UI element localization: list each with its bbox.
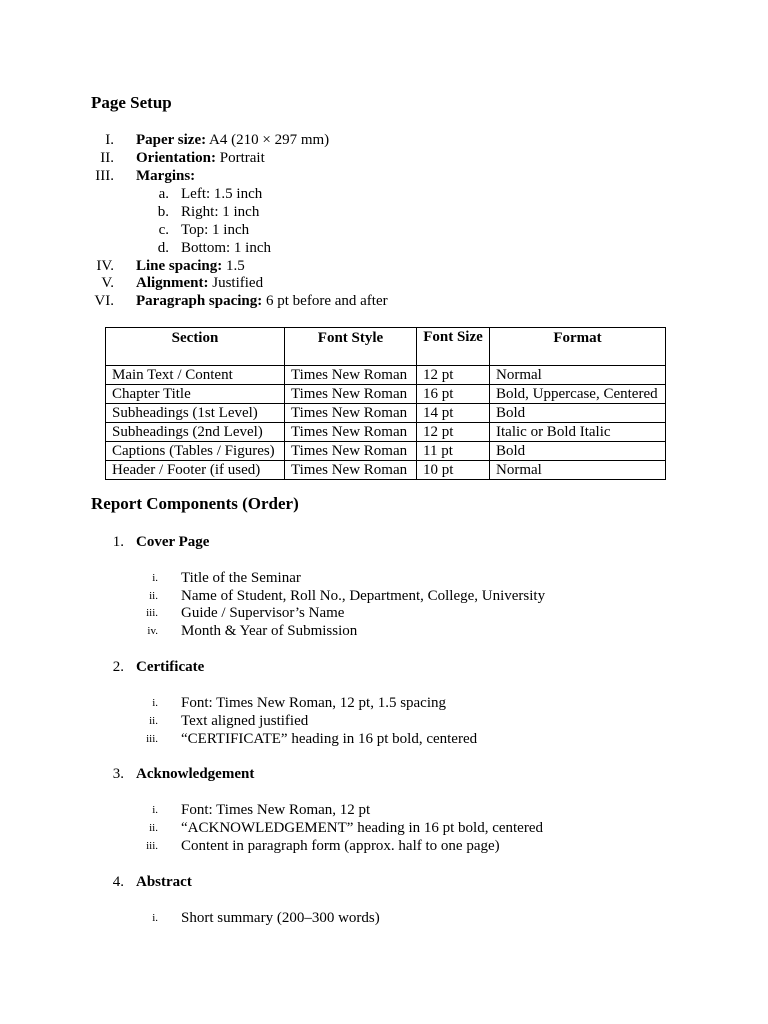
setup-label: Paper size: (136, 132, 207, 148)
table-cell: Normal (490, 461, 666, 480)
table-row (106, 442, 666, 461)
table-cell: 11 pt (417, 442, 490, 461)
component-certificate (0, 658, 768, 676)
margin-item-top (0, 221, 768, 239)
list-item (0, 622, 768, 640)
setup-item-orientation (0, 149, 768, 167)
list-item (0, 837, 768, 855)
list-item (0, 819, 768, 837)
table-row (106, 423, 666, 442)
list-text: Guide / Supervisor’s Name (181, 605, 345, 621)
column-header-section: Section (106, 328, 285, 366)
table-cell: Header / Footer (if used) (106, 461, 285, 480)
margin-item-bottom (0, 239, 768, 257)
list-text: Font: Times New Roman, 12 pt, 1.5 spacing (181, 695, 447, 711)
table-cell: Subheadings (1st Level) (106, 404, 285, 423)
list-letter: c. (158, 222, 169, 238)
setup-item-margins (0, 167, 768, 185)
table-cell: Bold (490, 442, 666, 461)
list-item (0, 587, 768, 605)
setup-label: Paragraph spacing: (136, 293, 263, 309)
table-cell: 14 pt (417, 404, 490, 423)
report-components-heading: Report Components (Order) (91, 494, 299, 513)
list-item (0, 801, 768, 819)
list-item (0, 604, 768, 622)
list-number: i. (152, 804, 158, 816)
table-cell: Captions (Tables / Figures) (106, 442, 285, 461)
table-cell: Times New Roman (285, 404, 417, 423)
table-cell: 12 pt (417, 423, 490, 442)
table-row (106, 366, 666, 385)
list-text: Name of Student, Roll No., Department, College, University (181, 588, 546, 604)
margin-text: Bottom: 1 inch (181, 240, 271, 256)
table-cell: 12 pt (417, 366, 490, 385)
list-number: i. (152, 572, 158, 584)
setup-value: 6 pt before and after (262, 293, 388, 309)
setup-item-paragraph-spacing (0, 292, 768, 310)
list-item (0, 694, 768, 712)
column-header-format: Format (490, 328, 666, 366)
component-title: Certificate (136, 659, 205, 675)
table-cell: Times New Roman (285, 461, 417, 480)
list-letter: a. (158, 186, 169, 202)
column-header-font-style: Font Style (285, 328, 417, 366)
margin-text: Left: 1.5 inch (181, 186, 263, 202)
table-cell: Times New Roman (285, 442, 417, 461)
component-title: Cover Page (136, 534, 210, 550)
setup-item-paper-size (0, 131, 768, 149)
table-cell: Subheadings (2nd Level) (106, 423, 285, 442)
list-number: i. (152, 912, 158, 924)
list-number: iv. (147, 625, 158, 637)
list-number: iii. (146, 607, 158, 619)
list-number: III. (95, 168, 114, 184)
list-number: IV. (96, 258, 114, 274)
setup-value: Portrait (216, 150, 265, 166)
setup-item-line-spacing (0, 257, 768, 275)
table-cell: 16 pt (417, 385, 490, 404)
column-header-font-size: Font Size (417, 328, 490, 366)
table-cell: Bold (490, 404, 666, 423)
table-row (106, 404, 666, 423)
list-number: II. (100, 150, 114, 166)
table-cell: Italic or Bold Italic (490, 423, 666, 442)
table-row (106, 385, 666, 404)
list-text: “ACKNOWLEDGEMENT” heading in 16 pt bold, centered (181, 820, 543, 836)
table-cell: Bold, Uppercase, Centered (490, 385, 666, 404)
table-cell: Main Text / Content (106, 366, 285, 385)
list-item (0, 569, 768, 587)
list-item (0, 712, 768, 730)
list-number: iii. (146, 733, 158, 745)
list-number: V. (101, 275, 114, 291)
setup-label: Orientation: (136, 150, 216, 166)
list-text: Short summary (200–300 words) (181, 910, 380, 926)
list-text: Content in paragraph form (approx. half to one page) (181, 838, 500, 854)
component-abstract (0, 873, 768, 891)
list-number: ii. (149, 590, 158, 602)
list-text: “CERTIFICATE” heading in 16 pt bold, centered (181, 731, 478, 747)
margin-item-left (0, 185, 768, 203)
list-number: ii. (149, 822, 158, 834)
formatting-table (105, 327, 666, 480)
setup-value: 1.5 (222, 258, 245, 274)
list-text: Title of the Seminar (181, 570, 301, 586)
list-number: ii. (149, 715, 158, 727)
list-text: Month & Year of Submission (181, 623, 358, 639)
table-header-row (106, 328, 666, 366)
table-row (106, 461, 666, 480)
list-item (0, 909, 768, 927)
table-cell: Normal (490, 366, 666, 385)
margin-text: Right: 1 inch (181, 204, 260, 220)
table-cell: Times New Roman (285, 423, 417, 442)
list-number: I. (105, 132, 114, 148)
setup-item-alignment (0, 274, 768, 292)
list-number: 3. (112, 766, 124, 782)
table-cell: Times New Roman (285, 366, 417, 385)
list-text: Font: Times New Roman, 12 pt (181, 802, 371, 818)
setup-value: A4 (210 × 297 mm) (206, 132, 330, 148)
table-cell: Chapter Title (106, 385, 285, 404)
page-setup-heading: Page Setup (91, 93, 172, 112)
list-number: iii. (146, 840, 158, 852)
margin-text: Top: 1 inch (181, 222, 250, 238)
list-letter: d. (157, 240, 169, 256)
setup-value: Justified (208, 275, 264, 291)
component-title: Acknowledgement (136, 766, 255, 782)
margin-item-right (0, 203, 768, 221)
component-title: Abstract (136, 874, 192, 890)
list-number: i. (152, 697, 158, 709)
list-item (0, 730, 768, 748)
list-number: 2. (112, 659, 124, 675)
list-number: VI. (94, 293, 114, 309)
table-cell: 10 pt (417, 461, 490, 480)
component-acknowledgement (0, 765, 768, 783)
component-cover-page (0, 533, 768, 551)
list-letter: b. (157, 204, 169, 220)
list-text: Text aligned justified (181, 713, 309, 729)
setup-label: Alignment: (136, 275, 209, 291)
list-number: 1. (112, 534, 124, 550)
setup-label: Line spacing: (136, 258, 223, 274)
table-cell: Times New Roman (285, 385, 417, 404)
setup-label: Margins: (136, 168, 196, 184)
list-number: 4. (112, 874, 124, 890)
